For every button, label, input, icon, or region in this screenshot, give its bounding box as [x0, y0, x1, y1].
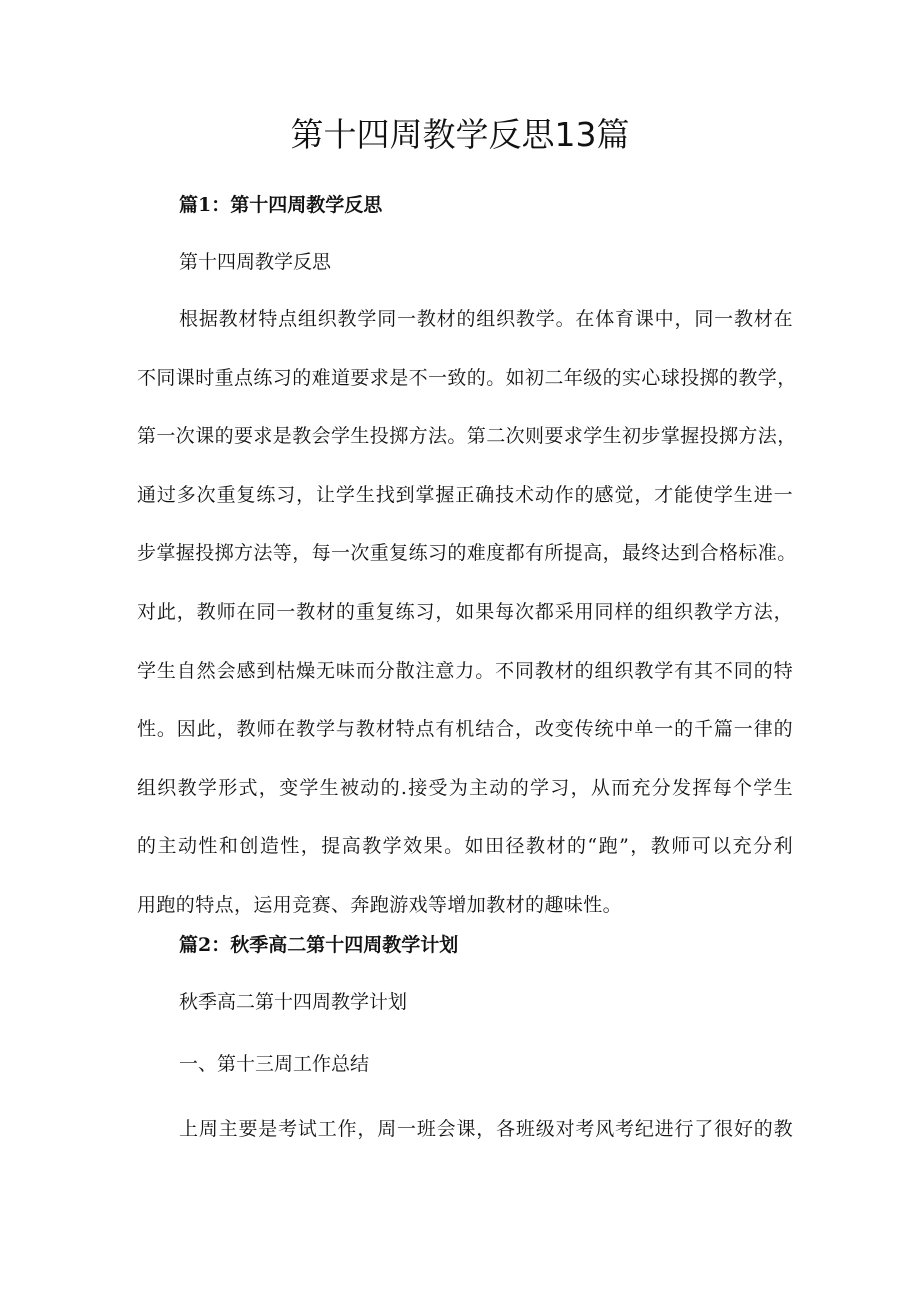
- section-2-subheading: 一、第十三周工作总结: [179, 1053, 370, 1075]
- section-2-subtitle: 秋季高二第十四周教学计划: [179, 991, 408, 1013]
- paragraph-line: 对此，教师在同一教材的重复练习，如果每次都采用同样的组织教学方法，: [137, 600, 793, 623]
- section-1-paragraph: [137, 304, 797, 949]
- paragraph-line: 步掌握投掷方法等，每一次重复练习的难度都有所提高，最终达到合格标准。: [137, 542, 797, 565]
- section-2-heading: 篇2：秋季高二第十四周教学计划: [179, 934, 459, 956]
- paragraph-line: 上周主要是考试工作，周一班会课，各班级对考风考纪进行了很好的教: [179, 1118, 793, 1140]
- paragraph-line: 组织教学形式，变学生被动的.接受为主动的学习，从而充分发挥每个学生: [137, 776, 793, 799]
- paragraph-line: 第一次课的要求是教会学生投掷方法。第二次则要求学生初步掌握投掷方法，: [137, 425, 797, 448]
- section-2-paragraph: [137, 1114, 793, 1173]
- paragraph-line: 通过多次重复练习，让学生找到掌握正确技术动作的感觉，才能使学生进一: [137, 483, 793, 506]
- paragraph-line: 不同课时重点练习的难道要求是不一致的。如初二年级的实心球投掷的教学，: [137, 366, 797, 389]
- paragraph-line: 性。因此，教师在教学与教材特点有机结合，改变传统中单一的千篇一律的: [137, 718, 793, 741]
- paragraph-line: 的主动性和创造性，提高教学效果。如田径教材的“跑”，教师可以充分利: [137, 835, 793, 858]
- paragraph-line: 学生自然会感到枯燥无味而分散注意力。不同教材的组织教学有其不同的特: [137, 659, 793, 682]
- document-title: 第十四周教学反思13篇: [290, 115, 630, 154]
- paragraph-line: 根据教材特点组织教学同一教材的组织教学。在体育课中，同一教材在: [179, 308, 793, 330]
- paragraph-line: 用跑的特点，运用竞赛、奔跑游戏等增加教材的趣味性。: [137, 893, 623, 916]
- section-1-heading: 篇1：第十四周教学反思: [179, 194, 383, 216]
- section-1-subtitle: 第十四周教学反思: [179, 251, 332, 273]
